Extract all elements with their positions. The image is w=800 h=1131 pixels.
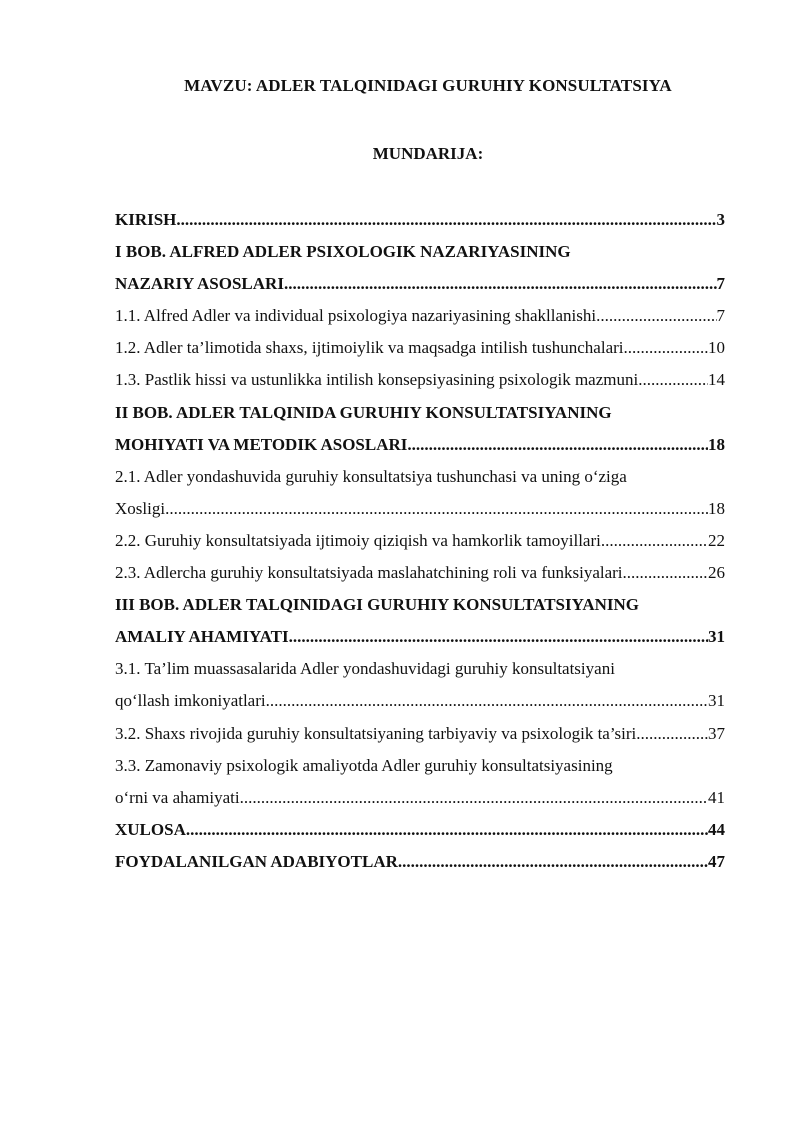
- toc-entry-label: 2.1. Adler yondashuvida guruhiy konsultatsiya tushunchasi va uning o‘ziga: [115, 466, 627, 486]
- toc-entry-label: 1.2. Adler ta’limotida shaxs, ijtimoiylik va maqsadga intilish tushunchalari: [115, 338, 624, 358]
- toc-entry-label: 1.3. Pastlik hissi va ustunlikka intilish konsepsiyasining psixologik mazmuni: [115, 370, 639, 390]
- toc-entry-page-number: 3: [716, 210, 725, 229]
- toc-entry: [115, 236, 725, 268]
- toc-entry-page-number: 44: [708, 819, 725, 839]
- toc-heading: MUNDARIJA:: [372, 144, 484, 163]
- toc-entry: [115, 846, 725, 878]
- toc-entry-label: MOHIYATI VA METODIK ASOSLARI: [115, 434, 408, 454]
- toc-entry-page-number: 41: [708, 787, 725, 807]
- toc-entry-label: 2.2. Guruhiy konsultatsiyada ijtimoiy qiziqish va hamkorlik tamoyillari: [115, 530, 601, 550]
- toc-entry-label: qo‘llash imkoniyatlari: [115, 691, 266, 711]
- toc-entry-label: KIRISH: [115, 210, 177, 229]
- toc-dot-leader: [624, 332, 708, 364]
- toc-dot-leader: [398, 846, 708, 878]
- toc-entry-page-number: 37: [708, 723, 725, 743]
- document-title: MAVZU: ADLER TALQINIDAGI GURUHIY KONSULTATSIYA: [184, 76, 672, 95]
- toc-entry-page-number: 18: [708, 498, 725, 518]
- toc-dot-leader: [407, 429, 708, 461]
- toc-entry: [115, 461, 725, 493]
- toc-dot-leader: [641, 718, 708, 750]
- toc-entry: [115, 332, 725, 364]
- toc-entry-label: 1.1. Alfred Adler va individual psixologiya nazariyasining shakllanishi: [115, 306, 597, 326]
- toc-dot-leader: [165, 493, 708, 525]
- toc-dot-leader: [186, 814, 708, 846]
- toc-entry-label: III BOB. ADLER TALQINIDAGI GURUHIY KONSULTATSIYANING: [115, 595, 639, 615]
- toc-entry-label: 2.3. Adlercha guruhiy konsultatsiyada maslahatchining roli va funksiyalari: [115, 563, 623, 583]
- toc-entry: [115, 204, 725, 236]
- toc-entry: [115, 300, 725, 332]
- toc-entry-page-number: 31: [708, 627, 725, 647]
- toc-entry-label: XULOSA: [115, 819, 186, 839]
- toc-dot-leader: [284, 268, 717, 300]
- toc-entry: [115, 268, 725, 300]
- toc-entry-label: o‘rni va ahamiyati: [115, 787, 240, 807]
- toc-entry: [115, 814, 725, 846]
- toc-entry-label: 3.3. Zamonaviy psixologik amaliyotda Adler guruhiy konsultatsiyasining: [115, 755, 613, 775]
- toc-entry-page-number: 7: [716, 274, 725, 294]
- toc-dot-leader: [266, 685, 708, 717]
- toc-entry: [115, 397, 725, 429]
- toc-entry-page-number: 22: [708, 530, 725, 550]
- toc-entry-label: II BOB. ADLER TALQINIDA GURUHIY KONSULTATSIYANING: [115, 402, 612, 422]
- toc-entry: [115, 685, 725, 717]
- toc-dot-leader: [596, 300, 716, 332]
- toc-entry-label: I BOB. ALFRED ADLER PSIXOLOGIK NAZARIYASINING: [115, 242, 571, 262]
- toc-entry: [115, 525, 725, 557]
- toc-entry-label: FOYDALANILGAN ADABIYOTLAR: [115, 851, 398, 871]
- toc-entry-label: AMALIY AHAMIYATI: [115, 627, 289, 647]
- toc-entry: [115, 493, 725, 525]
- toc-entry-page-number: 47: [708, 851, 725, 871]
- toc-entry-page-number: 31: [708, 691, 725, 711]
- toc-entry: [115, 621, 725, 653]
- toc-entry-label: 3.2. Shaxs rivojida guruhiy konsultatsiyaning tarbiyaviy va psixologik ta’siri.: [115, 723, 641, 743]
- toc-entry: [115, 718, 725, 750]
- toc-dot-leader: [601, 525, 708, 557]
- table-of-contents: [115, 204, 725, 878]
- toc-dot-leader: [289, 621, 708, 653]
- toc-dot-leader: [638, 364, 708, 396]
- toc-entry-page-number: 14: [708, 370, 725, 390]
- toc-entry: [115, 429, 725, 461]
- toc-entry-page-number: 7: [716, 306, 725, 326]
- toc-entry: [115, 653, 725, 685]
- toc-entry-page-number: 10: [708, 338, 725, 358]
- toc-entry: [115, 589, 725, 621]
- toc-entry-label: NAZARIY ASOSLARI: [115, 274, 284, 294]
- toc-entry-page-number: 26: [708, 563, 725, 583]
- toc-entry: [115, 364, 725, 396]
- toc-entry: [115, 557, 725, 589]
- toc-entry-label: Xosligi: [115, 498, 166, 518]
- toc-entry-label: 3.1. Ta’lim muassasalarida Adler yondashuvidagi guruhiy konsultatsiyani: [115, 659, 615, 679]
- toc-entry-page-number: 18: [708, 434, 725, 454]
- toc-entry: [115, 782, 725, 814]
- toc-dot-leader: [176, 204, 716, 236]
- toc-dot-leader: [240, 782, 708, 814]
- toc-entry: [115, 750, 725, 782]
- toc-dot-leader: [623, 557, 708, 589]
